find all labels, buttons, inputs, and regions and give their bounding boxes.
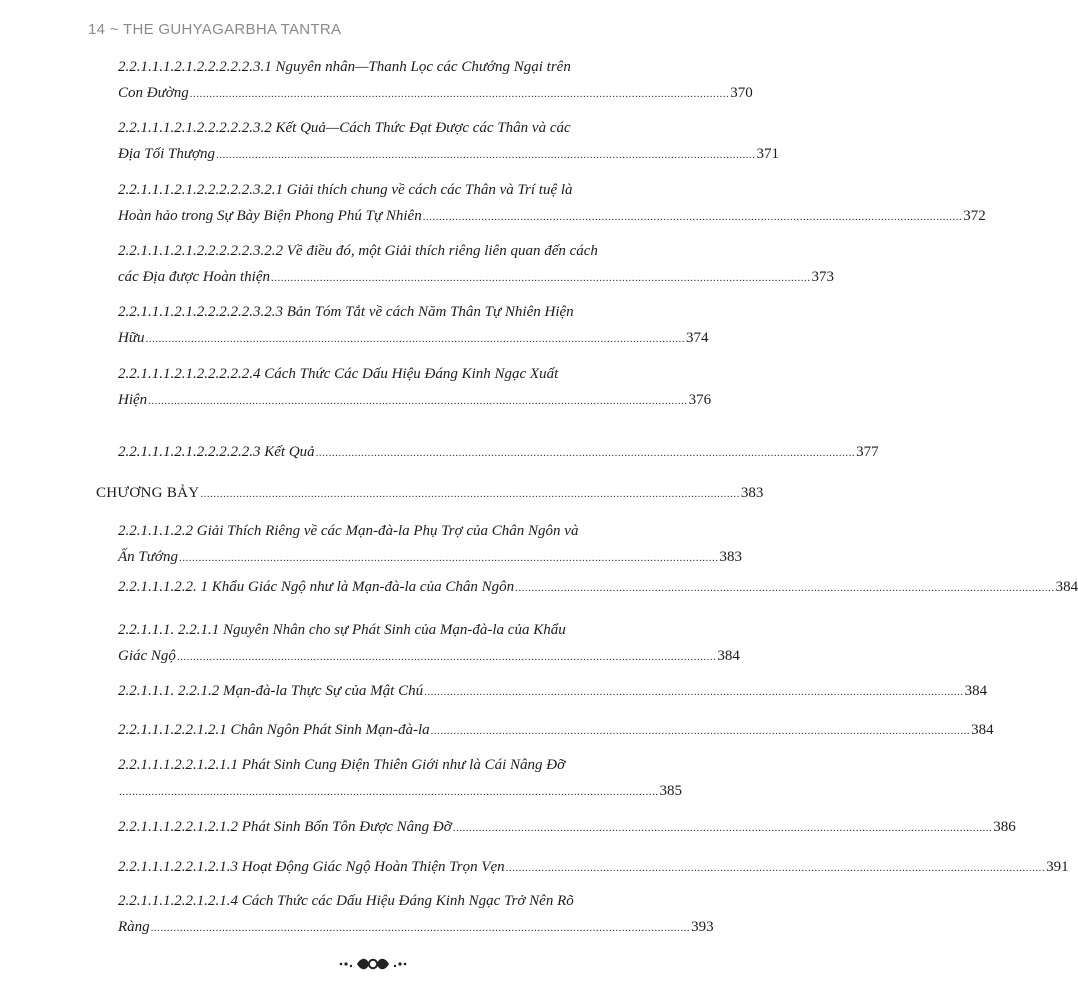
chapter-title: CHƯƠNG BẢY bbox=[96, 485, 200, 501]
toc-entry-text: 2.2.1.1.1.2.2.1.2.1 Chân Ngôn Phát Sinh Mạn-đà-la bbox=[118, 722, 430, 738]
running-header: 14 ~ THE GUHYAGARBHA TANTRA bbox=[88, 21, 342, 38]
toc-entry-text-cont: Hiện bbox=[118, 392, 148, 408]
leader-dots: ...................................................................................................................................................................... bbox=[200, 488, 740, 500]
toc-entry-text-cont: Ấn Tướng bbox=[118, 549, 178, 565]
toc-entry-text: 2.2.1.1.1.2.2.1.2.1.2 Phát Sinh Bổn Tôn Được Nâng Đỡ bbox=[118, 819, 452, 835]
decorative-scroll-ornament-icon bbox=[337, 954, 409, 974]
page-number: 393 bbox=[691, 919, 714, 935]
toc-entry[interactable] bbox=[118, 617, 740, 670]
toc-entry-text-cont: Giác Ngộ bbox=[118, 648, 176, 664]
toc-entry-text-cont: Hữu bbox=[118, 330, 145, 346]
leader-dots: ...................................................................................................................................................................... bbox=[315, 447, 856, 459]
toc-entry-text: 2.2.1.1.1. 2.2.1.1 Nguyên Nhân cho sự Phát Sinh của Mạn-đà-la của Khẩu bbox=[118, 622, 566, 638]
toc-entry[interactable] bbox=[118, 752, 682, 805]
toc-entry[interactable] bbox=[118, 678, 988, 705]
toc-entry-text-cont: Con Đường bbox=[118, 85, 189, 101]
page-number: 384 bbox=[971, 722, 994, 738]
leader-dots: ...................................................................................................................................................................... bbox=[145, 333, 686, 345]
leader-dots: ...................................................................................................................................................................... bbox=[430, 725, 971, 737]
page-number: 376 bbox=[688, 392, 712, 408]
toc-entry-text: 2.2.1.1.1.2.2 Giải Thích Riêng về các Mạn-đà-la Phụ Trợ của Chân Ngôn và bbox=[118, 523, 579, 539]
page-number: 385 bbox=[659, 783, 682, 799]
page-number: 383 bbox=[740, 485, 764, 501]
page-number: 374 bbox=[686, 330, 709, 346]
leader-dots: ...................................................................................................................................................................... bbox=[148, 395, 688, 407]
toc-entry[interactable] bbox=[118, 361, 712, 414]
leader-dots: ...................................................................................................................................................................... bbox=[119, 786, 659, 798]
toc-entry[interactable] bbox=[118, 814, 1016, 841]
toc-entry-text: 2.2.1.1.1.2.1.2.2.2.2.2.3.2 Kết Quả—Cách Thức Đạt Được các Thân và các bbox=[118, 120, 571, 136]
page-number: 377 bbox=[856, 444, 879, 460]
leader-dots: ...................................................................................................................................................................... bbox=[505, 862, 1046, 874]
toc-entry-text: 2.2.1.1.1.2.1.2.2.2.2.2.3 Kết Quả bbox=[118, 444, 315, 460]
page-number: 370 bbox=[730, 85, 753, 101]
leader-dots: ...................................................................................................................................................................... bbox=[515, 582, 1055, 594]
toc-entry[interactable] bbox=[118, 717, 994, 744]
toc-entry-text: 2.2.1.1.1.2.1.2.2.2.2.2.3.1 Nguyên nhân—Thanh Lọc các Chướng Ngại trên bbox=[118, 59, 571, 75]
toc-entry[interactable] bbox=[118, 888, 714, 941]
leader-dots: ...................................................................................................................................................................... bbox=[271, 272, 811, 284]
leader-dots: ...................................................................................................................................................................... bbox=[424, 686, 964, 698]
toc-entry-text: 2.2.1.1.1.2.1.2.2.2.2.2.3.2.1 Giải thích chung về cách các Thân và Trí tuệ là bbox=[118, 182, 573, 198]
page-number: 373 bbox=[811, 269, 834, 285]
leader-dots: ...................................................................................................................................................................... bbox=[216, 149, 756, 161]
page-number: 371 bbox=[756, 146, 780, 162]
toc-entry-text: 2.2.1.1.1.2.2.1.2.1.3 Hoạt Động Giác Ngộ Hoàn Thiện Trọn Vẹn bbox=[118, 859, 505, 875]
page-number: 372 bbox=[963, 208, 986, 224]
toc-entry[interactable] bbox=[118, 115, 780, 168]
page-number: 384 bbox=[1055, 579, 1078, 595]
page-number: 384 bbox=[717, 648, 740, 664]
toc-entry-text: 2.2.1.1.1. 2.2.1.2 Mạn-đà-la Thực Sự của Mật Chú bbox=[118, 683, 424, 699]
leader-dots: ...................................................................................................................................................................... bbox=[422, 211, 963, 223]
toc-entry[interactable] bbox=[118, 518, 742, 571]
toc-entry-text: 2.2.1.1.1.2.2. 1 Khẩu Giác Ngộ như là Mạn-đà-la của Chân Ngôn bbox=[118, 579, 515, 595]
toc-entry-text-cont: Địa Tối Thượng bbox=[118, 146, 216, 162]
toc-entry-text: 2.2.1.1.1.2.1.2.2.2.2.2.4 Cách Thức Các Dấu Hiệu Đáng Kinh Ngạc Xuất bbox=[118, 366, 559, 382]
toc-entry[interactable] bbox=[118, 574, 1078, 601]
toc-entry-text-cont: các Địa được Hoàn thiện bbox=[118, 269, 270, 285]
page-number: 386 bbox=[993, 819, 1016, 835]
toc-entry-text-cont: Hoàn hảo trong Sự Bày Biện Phong Phú Tự Nhiên bbox=[118, 208, 422, 224]
page-number: 391 bbox=[1046, 859, 1069, 875]
page-number: 384 bbox=[964, 683, 988, 699]
toc-entry[interactable] bbox=[118, 439, 879, 466]
toc-entry-text-cont: Ràng bbox=[118, 919, 150, 935]
leader-dots: ...................................................................................................................................................................... bbox=[189, 88, 730, 100]
toc-entry[interactable] bbox=[118, 54, 753, 107]
toc-entry-text: 2.2.1.1.1.2.2.1.2.1.1 Phát Sinh Cung Điện Thiên Giới như là Cái Nâng Đỡ bbox=[118, 757, 566, 773]
page-number: 383 bbox=[719, 549, 742, 565]
leader-dots: ...................................................................................................................................................................... bbox=[178, 552, 719, 564]
leader-dots: ...................................................................................................................................................................... bbox=[452, 822, 993, 834]
toc-entry[interactable] bbox=[118, 854, 1069, 881]
toc-entry-text: 2.2.1.1.1.2.2.1.2.1.4 Cách Thức các Dấu Hiệu Đáng Kinh Ngạc Trở Nên Rõ bbox=[118, 893, 574, 909]
toc-entry[interactable] bbox=[118, 299, 709, 352]
leader-dots: ...................................................................................................................................................................... bbox=[150, 922, 691, 934]
leader-dots: ...................................................................................................................................................................... bbox=[176, 651, 717, 663]
toc-entry[interactable] bbox=[118, 177, 986, 230]
toc-entry-text: 2.2.1.1.1.2.1.2.2.2.2.2.3.2.3 Bản Tóm Tắt về cách Năm Thân Tự Nhiên Hiện bbox=[118, 304, 574, 320]
toc-chapter-entry[interactable] bbox=[96, 480, 764, 507]
toc-entry[interactable] bbox=[118, 238, 834, 291]
toc-entry-text: 2.2.1.1.1.2.1.2.2.2.2.2.3.2.2 Về điều đó, một Giải thích riêng liên quan đến cách bbox=[118, 243, 598, 259]
